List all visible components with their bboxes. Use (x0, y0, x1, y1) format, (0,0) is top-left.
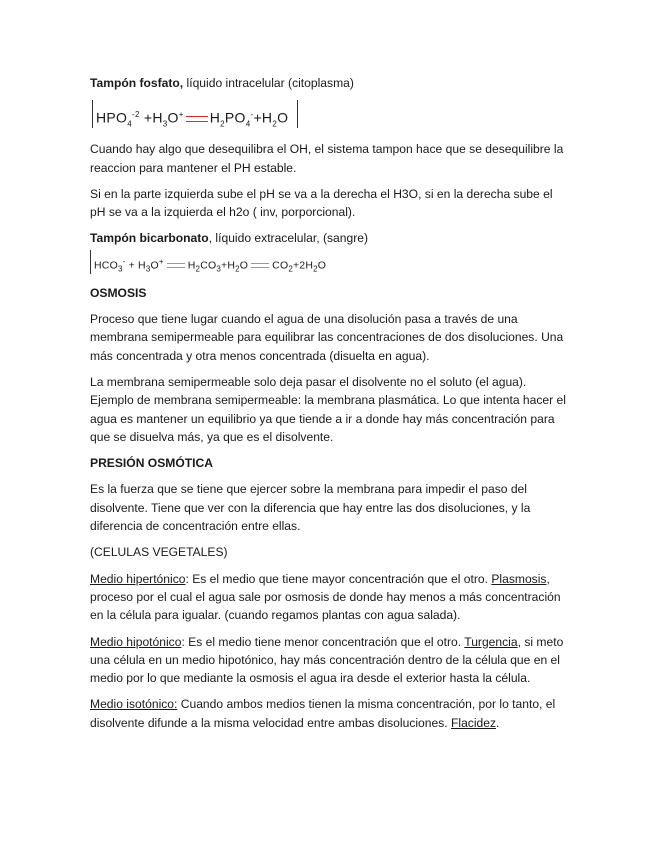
osmosis-heading: OSMOSIS (90, 285, 147, 300)
fosfato-heading (90, 74, 570, 92)
formula-subscript: 2 (313, 264, 318, 274)
turgencia-definition: , si meto una célula en un medio hipotónico, hay más concentración dentro de la célula que en el medio por lo que mediante la osmosis el agua ira desde el exterior hasta la célula. (90, 634, 564, 686)
plasmosis-term: Plasmosis (491, 571, 547, 586)
isotonico-definition: Cuando ambos medios tienen la misma concentración, por lo tanto, el disolvente difunde a la misma velocidad entre ambas disoluciones. (90, 697, 556, 730)
flacidez-term: Flacidez (451, 715, 497, 730)
presion-heading: PRESIÓN OSMÓTICA (90, 456, 213, 471)
hipotonico-term: Medio hipotónico (90, 634, 182, 649)
formula-part: +H (139, 109, 163, 126)
isotonico-term: Medio isotónico: (90, 697, 178, 712)
equation-bracket-right (297, 100, 298, 128)
paragraph-ph: Si en la parte izquierda sube el pH se va a la derecha el H3O, si en la derecha sube el pH se va a la izquierda el h2o ( inv, porporcional). (90, 186, 553, 220)
equilibrium-arrow-icon (186, 116, 208, 122)
formula-subscript: 2 (288, 264, 293, 274)
fosfato-title: Tampón fosfato, (90, 76, 184, 90)
presion-paragraph-1: Es la fuerza que se tiene que ejercer sobre la membrana para impedir el paso del disolvente. Tiene que ver con la diferencia que hay entre las dos disoluciones, y la diferencia de concentración entre ellas. (90, 482, 531, 534)
formula-part: CO (200, 259, 217, 272)
hipotonico-paragraph (90, 633, 570, 688)
formula-part: O (167, 109, 179, 126)
osmosis-paragraph-1: Proceso que tiene lugar cuando el agua de una disolución pasa a través de una membrana semipermeable para equilibrar las concentraciones de dos disoluciones. Una más concentrada y otra menos concentrada (disuelta en agua). (90, 312, 564, 363)
plasmosis-definition: , proceso por el cual el agua sale por osmosis de donde hay menos a más concentración en la célula para igualar. (cuando regamos plantas con agua salada). (90, 571, 561, 623)
formula-part: H (209, 109, 221, 126)
formula-superscript: -2 (132, 110, 140, 120)
fosfato-formula (96, 106, 288, 134)
bicarbonato-subtitle: , líquido extracelular, (sangre) (208, 231, 369, 246)
bicarbonato-formula (94, 253, 326, 279)
formula-superscript: + (178, 110, 184, 120)
osmosis-paragraph-2: La membrana semipermeable solo deja pasar el disolvente no el soluto (el agua). Ejemplo de membrana semipermeable: la membrana plasmática. Lo que intenta hacer el agua es mantener un equilibrio ya que tiende a ir a donde hay más concentración para que se disuelva más, ya que es el disolvente. (90, 374, 566, 444)
bicarbonato-title: Tampón bicarbonato (90, 231, 209, 246)
formula-subscript: 3 (117, 264, 123, 274)
document-body (90, 74, 570, 740)
equilibrium-arrow-icon (167, 263, 185, 268)
hipertonico-term: Medio hipertónico (90, 571, 186, 586)
formula-subscript: 4 (245, 119, 251, 129)
bicarbonato-equation (90, 250, 570, 276)
hipertonico-definition: : Es el medio que tiene mayor concentración que el otro. (185, 571, 492, 586)
formula-subscript: 3 (145, 264, 151, 274)
formula-part: +2H (292, 259, 314, 272)
formula-subscript: 2 (235, 264, 240, 274)
fosfato-equation (90, 100, 570, 130)
formula-part: H (187, 259, 196, 272)
formula-part: O (150, 259, 159, 272)
formula-part: +H (253, 109, 273, 126)
formula-subscript: 3 (216, 264, 221, 274)
formula-part: CO (272, 259, 289, 272)
formula-subscript: 2 (220, 119, 225, 129)
formula-part: O (317, 259, 327, 272)
formula-part: +H (221, 259, 236, 272)
paragraph-oh: Cuando hay algo que desequilibra el OH, el sistema tampon hace que se desequilibre la reaccion para mantener el PH estable. (90, 142, 564, 175)
formula-subscript: 4 (127, 119, 132, 129)
formula-subscript: 3 (162, 119, 168, 129)
hipotonico-definition: : Es el medio tiene menor concentración que el otro. (181, 634, 465, 649)
formula-subscript: 2 (272, 119, 278, 129)
isotonico-end: . (496, 715, 500, 730)
bicarbonato-heading (90, 229, 570, 247)
formula-part: O (277, 109, 289, 126)
formula-superscript: + (158, 256, 164, 266)
formula-part: O (239, 259, 249, 272)
formula-subscript: 2 (195, 264, 201, 274)
formula-part: HCO (94, 259, 118, 272)
hipertonico-paragraph (90, 570, 570, 625)
equation-bracket-left (90, 250, 91, 274)
presion-paragraph-2: (CELULAS VEGETALES) (90, 545, 228, 560)
formula-part: + H (125, 259, 146, 272)
formula-superscript: - (250, 110, 254, 120)
equation-bracket-left (92, 100, 93, 128)
isotonico-paragraph (90, 695, 570, 732)
fosfato-subtitle: líquido intracelular (citoplasma) (183, 76, 354, 90)
formula-part: HPO (96, 109, 128, 126)
formula-part: PO (224, 109, 246, 126)
turgencia-term: Turgencia (464, 634, 518, 649)
formula-superscript: - (122, 256, 126, 266)
equilibrium-arrow-icon (251, 263, 269, 268)
